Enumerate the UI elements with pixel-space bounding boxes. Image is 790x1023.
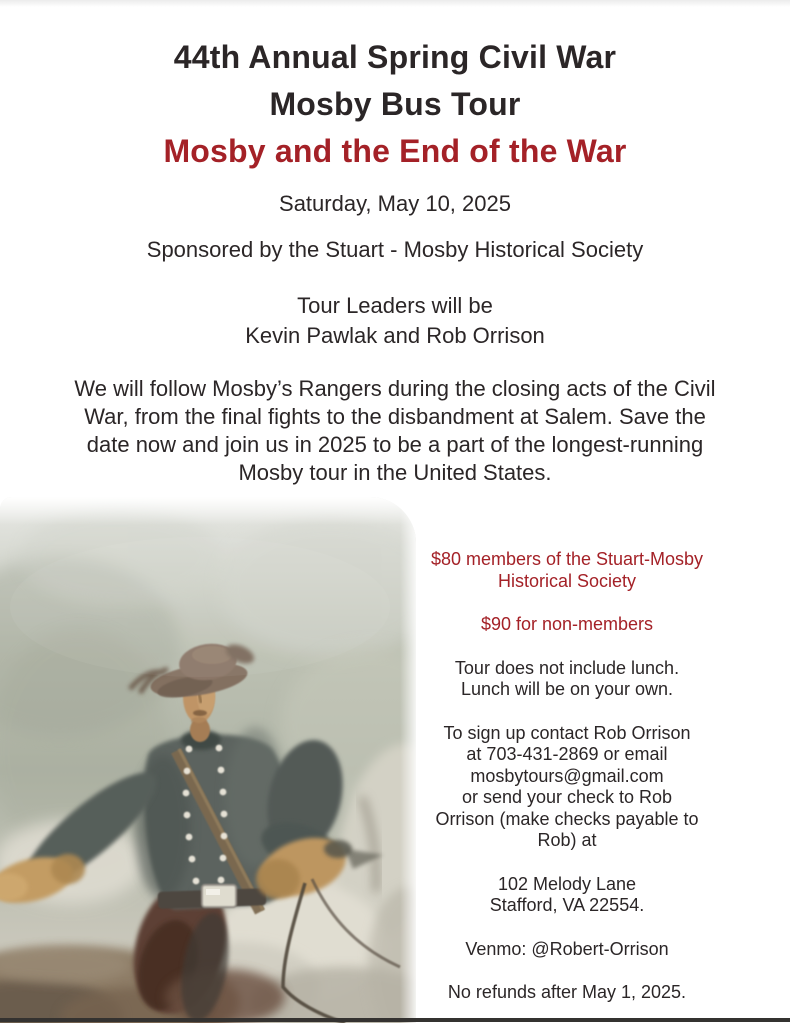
details-section	[0, 497, 790, 1023]
signup-line: Rob) at	[537, 830, 597, 850]
event-date: Saturday, May 10, 2025	[279, 191, 511, 216]
painting-top-fade	[0, 497, 416, 525]
tour-leaders-line-1: Tour Leaders will be	[297, 293, 493, 318]
nonmember-price: $90 for non-members	[480, 614, 654, 634]
lunch-note	[412, 658, 722, 701]
intro-paragraph	[0, 375, 790, 487]
sponsor-line: Sponsored by the Stuart - Mosby Historical Society	[146, 237, 644, 262]
soldier-on-horseback-painting	[0, 497, 416, 1023]
contact-phone-text: at 703-431-2869 or email	[466, 744, 668, 764]
flyer-header	[0, 34, 790, 175]
address-line: Stafford, VA 22554.	[489, 895, 645, 915]
signup-instructions	[412, 723, 722, 852]
intro-line: date now and join us in 2025 to be a part of the longest-running	[86, 432, 704, 457]
intro-line: We will follow Mosby’s Rangers during the closing acts of the Civil	[74, 376, 716, 401]
painting-canvas	[0, 497, 416, 1023]
lunch-note-line: Lunch will be on your own.	[460, 679, 674, 699]
mailing-address	[412, 874, 722, 917]
member-price-line: $80 members of the Stuart-Mosby	[430, 549, 704, 569]
tour-leaders-line-2: Kevin Pawlak and Rob Orrison	[245, 323, 545, 348]
member-price-line: Historical Society	[497, 570, 637, 591]
signup-line: To sign up contact Rob Orrison	[443, 722, 691, 743]
address-line: 102 Melody Lane	[497, 873, 637, 894]
lunch-note-line: Tour does not include lunch.	[454, 657, 680, 678]
page-title	[0, 34, 790, 128]
page-bottom-border	[0, 1018, 790, 1022]
refund-policy: No refunds after May 1, 2025.	[447, 982, 687, 1002]
tour-leaders	[0, 291, 790, 351]
intro-line: War, from the final fights to the disbandment at Salem. Save the	[84, 404, 706, 429]
registration-details	[412, 549, 722, 1004]
venmo-handle: Venmo: @Robert-Orrison	[465, 938, 669, 959]
signup-line: Orrison (make checks payable to	[435, 808, 699, 829]
page-subtitle: Mosby and the End of the War	[163, 133, 627, 169]
member-price	[412, 549, 722, 592]
contact-email-text: mosbytours@gmail.com	[470, 765, 664, 786]
title-line-1: 44th Annual Spring Civil War	[173, 39, 617, 75]
title-line-2: Mosby Bus Tour	[269, 86, 521, 122]
signup-line: or send your check to Rob	[461, 787, 673, 807]
intro-line: Mosby tour in the United States.	[238, 460, 552, 485]
page-top-shadow	[0, 0, 790, 7]
